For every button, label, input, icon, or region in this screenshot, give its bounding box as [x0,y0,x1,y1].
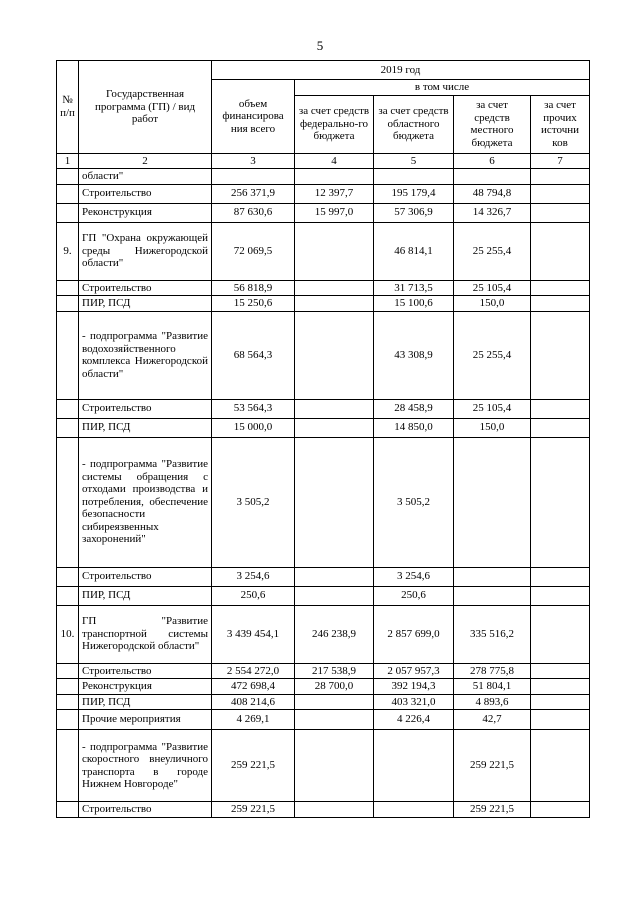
cell-name: - подпрограмма "Развитие системы обращения с отходами производства и потребления, обеспечение безопасности сибиреязвенных захоронений" [79,437,212,567]
cell-local: 335 516,2 [454,605,531,663]
header-including: в том числе [295,80,590,96]
cell-total: 250,6 [212,586,295,605]
cell-no [57,663,79,679]
table-row [57,679,590,695]
cell-local: 4 893,6 [454,694,531,710]
cell-other [531,679,590,695]
header-total: объем финансирова ния всего [212,80,295,154]
cell-total: 3 505,2 [212,437,295,567]
index-cell: 2 [79,153,212,169]
cell-no [57,280,79,296]
cell-name: ГП "Развитие транспортной системы Нижегородской области" [79,605,212,663]
cell-other [531,184,590,203]
cell-no [57,399,79,418]
cell-regional: 14 850,0 [374,418,454,437]
cell-total: 4 269,1 [212,710,295,730]
cell-total: 56 818,9 [212,280,295,296]
cell-regional: 195 179,4 [374,184,454,203]
table-row [57,567,590,586]
cell-other [531,567,590,586]
cell-name: Строительство [79,567,212,586]
table-row [57,280,590,296]
cell-name: Строительство [79,802,212,818]
cell-regional: 392 194,3 [374,679,454,695]
cell-no [57,184,79,203]
cell-total: 68 564,3 [212,311,295,399]
header-regional: за счет средств областного бюджета [374,95,454,153]
cell-regional: 31 713,5 [374,280,454,296]
cell-other [531,399,590,418]
cell-federal [295,437,374,567]
table-row [57,663,590,679]
header-no: № п/п [57,61,79,154]
cell-no [57,730,79,802]
cell-other [531,605,590,663]
cell-local [454,437,531,567]
table-row [57,730,590,802]
cell-other [531,694,590,710]
cell-federal: 12 397,7 [295,184,374,203]
cell-total: 259 221,5 [212,802,295,818]
cell-no [57,679,79,695]
cell-local: 14 326,7 [454,203,531,222]
cell-other [531,663,590,679]
index-cell: 7 [531,153,590,169]
cell-federal: 15 997,0 [295,203,374,222]
cell-local: 278 775,8 [454,663,531,679]
cell-other [531,296,590,312]
header-local: за счет средств местного бюджета [454,95,531,153]
cell-total: 72 069,5 [212,222,295,280]
table-row [57,710,590,730]
cell-federal [295,710,374,730]
cell-name: Прочие мероприятия [79,710,212,730]
column-index-row [57,153,590,169]
cell-name: ПИР, ПСД [79,694,212,710]
cell-total: 53 564,3 [212,399,295,418]
cell-federal [295,399,374,418]
cell-federal [295,418,374,437]
cell-name: Реконструкция [79,679,212,695]
cell-local: 25 105,4 [454,399,531,418]
cell-name: ПИР, ПСД [79,586,212,605]
cell-federal [295,222,374,280]
cell-local: 48 794,8 [454,184,531,203]
cell-other [531,311,590,399]
cell-regional: 4 226,4 [374,710,454,730]
cell-total: 15 250,6 [212,296,295,312]
index-cell: 3 [212,153,295,169]
cell-federal [295,311,374,399]
cell-regional: 28 458,9 [374,399,454,418]
cell-federal [295,586,374,605]
cell-no [57,296,79,312]
cell-no [57,437,79,567]
cell-no [57,586,79,605]
cell-local: 25 255,4 [454,311,531,399]
cell-no [57,802,79,818]
cell-no [57,418,79,437]
cell-no [57,710,79,730]
table-body [57,169,590,818]
cell-no [57,311,79,399]
cell-other [531,437,590,567]
cell-other [531,169,590,185]
table-row [57,222,590,280]
cell-no: 9. [57,222,79,280]
cell-local: 25 255,4 [454,222,531,280]
cell-total: 15 000,0 [212,418,295,437]
header-federal: за счет средств федерально-го бюджета [295,95,374,153]
cell-name: - подпрограмма "Развитие водохозяйственного комплекса Нижегородской области" [79,311,212,399]
cell-regional: 403 321,0 [374,694,454,710]
index-cell: 6 [454,153,531,169]
cell-other [531,586,590,605]
cell-no [57,567,79,586]
cell-name: Строительство [79,663,212,679]
cell-name: Строительство [79,399,212,418]
cell-name: Строительство [79,280,212,296]
table-row [57,605,590,663]
table-row [57,169,590,185]
cell-name: ГП "Охрана окружающей среды Нижегородской области" [79,222,212,280]
cell-other [531,730,590,802]
table-row [57,203,590,222]
cell-regional [374,802,454,818]
cell-other [531,710,590,730]
cell-total: 259 221,5 [212,730,295,802]
cell-regional [374,169,454,185]
cell-name: ПИР, ПСД [79,296,212,312]
cell-federal: 217 538,9 [295,663,374,679]
cell-local: 259 221,5 [454,802,531,818]
cell-regional: 3 505,2 [374,437,454,567]
cell-federal [295,280,374,296]
table-row [57,399,590,418]
cell-name: - подпрограмма "Развитие скоростного внеуличного транспорта в городе Нижнем Новгороде" [79,730,212,802]
cell-local: 150,0 [454,296,531,312]
cell-regional: 3 254,6 [374,567,454,586]
header-year: 2019 год [212,61,590,80]
cell-regional: 2 057 957,3 [374,663,454,679]
table-row [57,586,590,605]
cell-total: 87 630,6 [212,203,295,222]
cell-name: области" [79,169,212,185]
page-number: 5 [316,38,324,53]
table-row [57,184,590,203]
cell-federal [295,694,374,710]
cell-other [531,222,590,280]
cell-total: 256 371,9 [212,184,295,203]
cell-other [531,802,590,818]
cell-regional: 43 308,9 [374,311,454,399]
cell-local: 25 105,4 [454,280,531,296]
cell-no: 10. [57,605,79,663]
index-cell: 1 [57,153,79,169]
cell-federal: 246 238,9 [295,605,374,663]
header-program: Государственная программа (ГП) / вид работ [79,61,212,154]
cell-regional: 15 100,6 [374,296,454,312]
cell-regional [374,730,454,802]
cell-other [531,203,590,222]
cell-other [531,280,590,296]
header-other: за счет прочих источни ков [531,95,590,153]
cell-total: 2 554 272,0 [212,663,295,679]
cell-local: 51 804,1 [454,679,531,695]
cell-name: ПИР, ПСД [79,418,212,437]
table-row [57,437,590,567]
cell-regional: 250,6 [374,586,454,605]
table-row [57,802,590,818]
cell-federal [295,730,374,802]
cell-total: 408 214,6 [212,694,295,710]
cell-local: 150,0 [454,418,531,437]
table-row [57,418,590,437]
index-cell: 4 [295,153,374,169]
cell-total: 472 698,4 [212,679,295,695]
cell-no [57,169,79,185]
cell-regional: 2 857 699,0 [374,605,454,663]
cell-federal [295,567,374,586]
cell-total: 3 439 454,1 [212,605,295,663]
cell-regional: 57 306,9 [374,203,454,222]
cell-federal: 28 700,0 [295,679,374,695]
cell-no [57,694,79,710]
cell-total: 3 254,6 [212,567,295,586]
cell-federal [295,802,374,818]
cell-total [212,169,295,185]
cell-local: 259 221,5 [454,730,531,802]
cell-other [531,418,590,437]
table-row [57,311,590,399]
cell-name: Реконструкция [79,203,212,222]
cell-local [454,567,531,586]
cell-name: Строительство [79,184,212,203]
cell-no [57,203,79,222]
cell-federal [295,296,374,312]
index-cell: 5 [374,153,454,169]
cell-local [454,586,531,605]
cell-regional: 46 814,1 [374,222,454,280]
cell-federal [295,169,374,185]
financing-table [56,60,590,818]
table-row [57,296,590,312]
table-row [57,694,590,710]
cell-local: 42,7 [454,710,531,730]
cell-local [454,169,531,185]
